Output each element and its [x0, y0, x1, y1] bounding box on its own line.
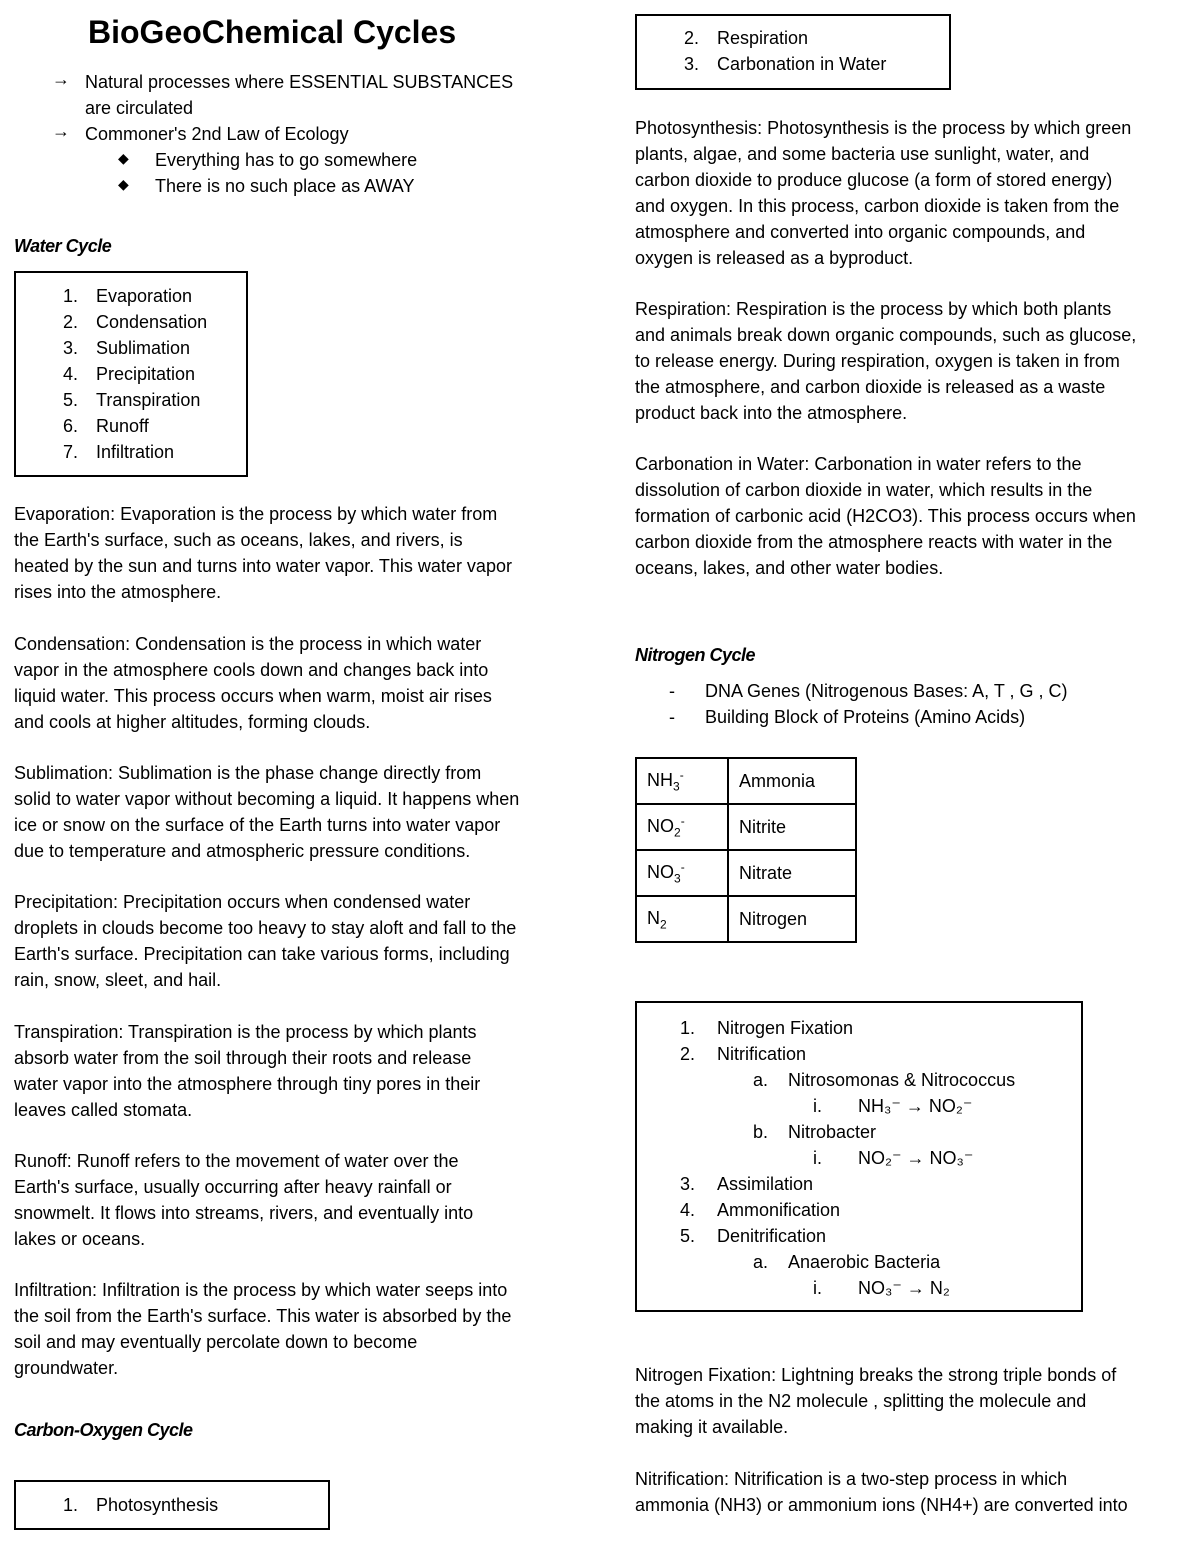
intro-bullet-1: [85, 69, 513, 121]
carbon-cycle-heading: Carbon-Oxygen Cycle: [14, 1420, 193, 1440]
list-item: 5. Transpiration: [16, 387, 246, 413]
list-item: 6. Runoff: [16, 413, 246, 439]
nitrogen-dash-item-2: Building Block of Proteins (Amino Acids): [705, 707, 1026, 727]
sublimation-paragraph: Sublimation: Sublimation is the phase change directly from solid to water vapor without becoming a liquid. It happens when ice or snow on the surface of the Earth turns into water vapor due to temperature and atmospheric pressure conditions.: [14, 763, 520, 861]
step-label: Denitrification: [717, 1226, 827, 1246]
step-label: Transpiration: [96, 390, 201, 410]
substep-label: Nitrobacter: [788, 1122, 877, 1142]
step-label: Precipitation: [96, 364, 196, 384]
name-cell: Ammonia: [728, 758, 856, 804]
substep-label: Anaerobic Bacteria: [788, 1252, 941, 1272]
name-cell: Nitrate: [728, 850, 856, 896]
runoff-paragraph: Runoff: Runoff refers to the movement of water over the Earth's surface, usually occurring after heavy rainfall or snowmelt. It flows into streams, rivers, and eventually into lakes or oceans.: [14, 1151, 474, 1249]
nitrogen-cycle-steps-box: [635, 1001, 1083, 1312]
step-label: Respiration: [717, 28, 809, 48]
substep-letter: b.: [753, 1122, 769, 1142]
step-label: Sublimation: [96, 338, 191, 358]
table-row: [636, 850, 856, 896]
formula-cell: $NO_2^-$: [636, 804, 728, 850]
dash-bullet: -: [669, 707, 675, 727]
name-cell: Nitrogen: [728, 896, 856, 942]
step-label: Nitrification: [717, 1044, 807, 1064]
water-cycle-steps-list: [16, 283, 246, 465]
water-cycle-heading: Water Cycle: [14, 236, 112, 256]
intro-bullet-1-line2: are circulated: [85, 98, 194, 118]
nitrogen-cycle-heading: Nitrogen Cycle: [635, 645, 756, 665]
substep-label: Nitrosomonas & Nitrococcus: [788, 1070, 1016, 1090]
reaction-label: NO₃⁻ → N₂: [858, 1278, 950, 1298]
nitrification-paragraph: Nitrification: Nitrification is a two-step process in which ammonia (NH3) or ammonium ions (NH4+) are converted into: [635, 1469, 1128, 1515]
nitrogen-fixation-paragraph: Nitrogen Fixation: Lightning breaks the strong triple bonds of the atoms in the N2 molecule , splitting the molecule and making it available.: [635, 1365, 1117, 1437]
step-label: Evaporation: [96, 286, 193, 306]
condensation-paragraph: Condensation: Condensation is the process in which water vapor in the atmosphere cools down and changes back into liquid water. This process occurs when warm, moist air rises and cools at higher altitudes, forming clouds.: [14, 634, 492, 732]
list-item: 4. Precipitation: [16, 361, 246, 387]
page-title: BioGeoChemical Cycles: [88, 14, 457, 50]
intro-bullet-2: Commoner's 2nd Law of Ecology: [85, 124, 349, 144]
step-number: 5.: [680, 1226, 696, 1246]
step-label: Carbonation in Water: [717, 54, 887, 74]
intro-sub-bullet-1: Everything has to go somewhere: [155, 150, 418, 170]
step-number: 2.: [680, 1044, 696, 1064]
formula-cell: $NO_3^-$: [636, 850, 728, 896]
table-row: [636, 758, 856, 804]
list-item: 2. Condensation: [16, 309, 246, 335]
arrow-right-icon: →: [52, 69, 70, 89]
list-item: 7. Infiltration: [16, 439, 246, 465]
dash-bullet: -: [669, 681, 675, 701]
table-row: [636, 804, 856, 850]
reaction-label: NH₃⁻ → NO₂⁻: [858, 1096, 973, 1116]
table-row: [636, 896, 856, 942]
step-number: 3.: [680, 1174, 696, 1194]
formula-cell: $NH_3^-$: [636, 758, 728, 804]
step-label: Photosynthesis: [96, 1495, 219, 1515]
substep-roman: i.: [813, 1096, 822, 1116]
substep-letter: a.: [753, 1252, 769, 1272]
step-label: Nitrogen Fixation: [717, 1018, 854, 1038]
step-label: Infiltration: [96, 442, 175, 462]
carbonation-paragraph: Carbonation in Water: Carbonation in water refers to the dissolution of carbon dioxide in water, which results in the formation of carbonic acid (H2CO3). This process occurs when carbon dioxide from the atmosphere reacts with water in the oceans, lakes, and other water bodies.: [635, 454, 1136, 578]
intro-bullet-1-line1: Natural processes where ESSENTIAL SUBSTANCES: [85, 72, 514, 92]
step-label: Condensation: [96, 312, 208, 332]
water-cycle-steps-box: [14, 271, 248, 477]
nitrogen-compounds-table: [635, 757, 857, 943]
step-number: 4.: [680, 1200, 696, 1220]
respiration-paragraph: Respiration: Respiration is the process by which both plants and animals break down organic compounds, such as glucose, to release energy. During respiration, oxygen is taken in from the atmosphere, and carbon dioxide is released as a waste product back into the atmosphere.: [635, 299, 1137, 423]
step-label: Ammonification: [717, 1200, 841, 1220]
reaction-label: NO₂⁻ → NO₃⁻: [858, 1148, 974, 1168]
list-item: 1. Evaporation: [16, 283, 246, 309]
step-number: 1.: [680, 1018, 696, 1038]
transpiration-paragraph: Transpiration: Transpiration is the process by which plants absorb water from the soil through their roots and release water vapor into the atmosphere through tiny pores in their leaves called stomata.: [14, 1022, 481, 1120]
name-cell: Nitrite: [728, 804, 856, 850]
intro-sub-bullet-2: There is no such place as AWAY: [155, 176, 415, 196]
diamond-icon: ◆: [118, 176, 129, 192]
evaporation-paragraph: Evaporation: Evaporation is the process by which water from the Earth's surface, such as oceans, lakes, and rivers, is heated by the sun and turns into water vapor. This water vapor rises into the atmosphere.: [14, 504, 512, 602]
substep-roman: i.: [813, 1148, 822, 1168]
substep-roman: i.: [813, 1278, 822, 1298]
nitrogen-dash-item-1: DNA Genes (Nitrogenous Bases: A, T , G , C): [705, 681, 1068, 701]
diamond-icon: ◆: [118, 150, 129, 166]
arrow-right-icon: →: [52, 121, 70, 141]
list-item: 3. Sublimation: [16, 335, 246, 361]
formula-cell: $N_2$: [636, 896, 728, 942]
carbon-cycle-steps-box-part2: 2. Respiration 3. Carbonation in Water: [635, 14, 951, 90]
substep-letter: a.: [753, 1070, 769, 1090]
step-label: Runoff: [96, 416, 149, 436]
carbon-cycle-steps-box-part1: 1. Photosynthesis: [14, 1480, 330, 1530]
infiltration-paragraph: Infiltration: Infiltration is the process by which water seeps into the soil from the Earth's surface. This water is absorbed by the soil and may eventually percolate down to become groundwater.: [14, 1280, 512, 1378]
step-label: Assimilation: [717, 1174, 814, 1194]
photosynthesis-paragraph: Photosynthesis: Photosynthesis is the process by which green plants, algae, and some bacteria use sunlight, water, and carbon dioxide to produce glucose (a form of stored energy) and oxygen. In this process, carbon dioxide is taken from the atmosphere and converted into organic compounds, and oxygen is released as a byproduct.: [635, 118, 1132, 268]
precipitation-paragraph: Precipitation: Precipitation occurs when condensed water droplets in clouds become too heavy to stay aloft and fall to the Earth's surface. Precipitation can take various forms, including rain, snow, sleet, and hail.: [14, 892, 517, 990]
